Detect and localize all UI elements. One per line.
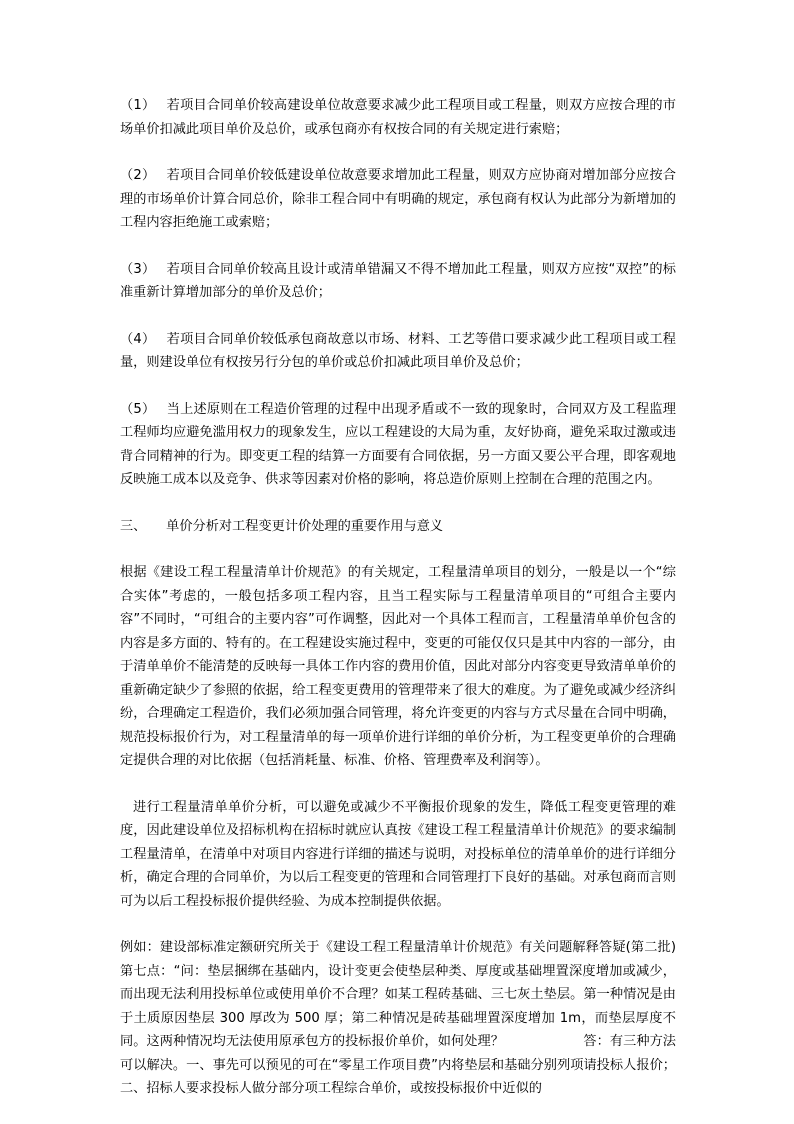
- list-item-text: 若项目合同单价较高建设单位故意要求减少此工程项目或工程量，则双方应按合理的市场单价扣减此项目单价及总价，或承包商亦有权按合同的有关规定进行索赔；: [120, 98, 676, 137]
- list-item-number: （4）: [120, 331, 167, 347]
- list-item-1: [120, 94, 676, 141]
- body-paragraph-1: 根据《建设工程工程量清单计价规范》的有关规定，工程量清单项目的划分，一般是以一个“综合实体”考虑的，一般包括多项工程内容，且当工程实际与工程量清单项目的“可组合主要内容”不同时，“可组合的主要内容”可作调整，因此对一个具体工程而言，工程量清单单价包含的内容是多方面的、特有的。在工程建设实施过程中，变更的可能仅仅只是其中内容的一部分，由于清单单价不能清楚的反映每一具体工作内容的费用价值，因此对部分内容变更导致清单单价的重新确定缺少了参照的依据，给工程变更费用的管理带来了很大的难度。为了避免或减少经济纠纷，合理确定工程造价，我们必须加强合同管理，将允许变更的内容与方式尽量在合同中明确，规范投标报价行为，对工程量清单的每一项单价进行详细的单价分析，为工程变更单价的合理确定提供合理的对比依据（包括消耗量、标准、价格、管理费率及利润等）。: [120, 565, 676, 768]
- list-item-4: [120, 328, 676, 375]
- list-item-text: 若项目合同单价较低建设单位故意要求增加此工程量，则双方应协商对增加部分应按合理的市场单价计算合同总价，除非工程合同中有明确的规定，承包商有权认为此部分为新增加的工程内容拒绝施工或索赔；: [120, 168, 676, 230]
- list-item-5: [120, 398, 676, 492]
- list-item-3: [120, 258, 676, 305]
- list-item-text: 当上述原则在工程造价管理的过程中出现矛盾或不一致的现象时，合同双方及工程监理工程师均应避免滥用权力的现象发生，应以工程建设的大局为重，友好协商，避免采取过激或违背合同精神的行为。即变更工程的结算一方面要有合同依据，另一方面又要公平合理，即客观地反映施工成本以及竞争、供求等因素对价格的影响，将总造价原则上控制在合理的范围之内。: [120, 401, 676, 487]
- body-paragraph-2: 进行工程量清单单价分析，可以避免或减少不平衡报价现象的发生，降低工程变更管理的难度，因此建设单位及招标机构在招标时就应认真按《建设工程工程量清单计价规范》的要求编制工程量清单，在清单中对项目内容进行详细的描述与说明，对投标单位的清单单价的进行详细分析，确定合理的合同单价，为以后工程变更的管理和合同管理打下良好的基础。对承包商而言则可为以后工程投标报价提供经验、为成本控制提供依据。: [120, 799, 676, 909]
- list-item-number: （1）: [120, 98, 167, 113]
- list-item-number: （2）: [120, 168, 167, 183]
- body-paragraph-3: 例如：建设部标准定额研究所关于《建设工程工程量清单计价规范》有关问题解释答疑(第二批)第七点：“问：垫层捆绑在基础内，设计变更会使垫层种类、厚度或基础埋置深度增加或减少，而出现无法利用投标单位或使用单价不合理？如某工程砖基础、三七灰土垫层。第一种情况是由于土质原因垫层 300 厚改为 500 厚；第二种情况是砖基础埋置深度增加 1m，而垫层厚度不同。这两种情况均无法使用原承包方的投标报价单价，如何处理？ 答：有三种方法可以解决。一、事先可以预见的可在“零星工作项目费”内将垫层和基础分别列项请投标人报价；二、招标人要求投标人做分部分项工程综合单价，或按投标报价中近似的: [120, 940, 676, 1096]
- section-heading: 三、 单价分析对工程变更计价处理的重要作用与意义: [120, 518, 444, 534]
- list-item-number: （3）: [120, 261, 167, 277]
- list-item-number: （5）: [120, 401, 167, 417]
- list-item-text: 若项目合同单价较高且设计或清单错漏又不得不增加此工程量，则双方应按“双控”的标准重新计算增加部分的单价及总价；: [120, 261, 676, 300]
- list-item-text: 若项目合同单价较低承包商故意以市场、材料、工艺等借口要求减少此工程项目或工程量，则建设单位有权按另行分包的单价或总价扣减此项目单价及总价；: [120, 331, 676, 370]
- document-page: [120, 94, 676, 1124]
- list-item-2: [120, 164, 676, 235]
